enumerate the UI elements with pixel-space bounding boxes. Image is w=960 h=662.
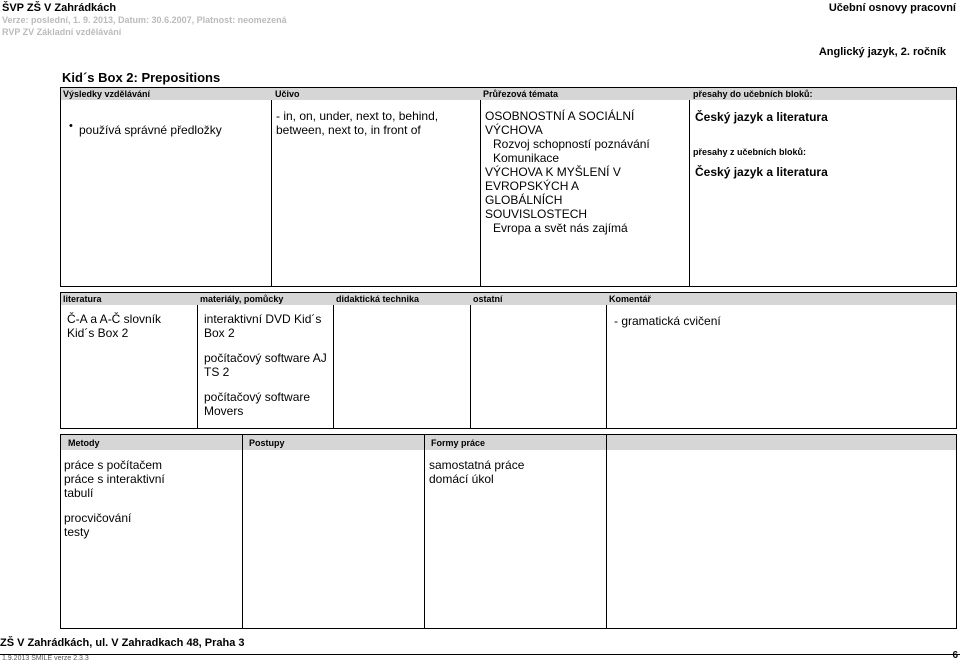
header-other: ostatní bbox=[473, 294, 503, 304]
material-line: Box 2 bbox=[204, 326, 235, 340]
header-literature: literatura bbox=[63, 294, 102, 304]
material-line: Movers bbox=[204, 404, 244, 418]
comment-text: - gramatická cvičení bbox=[614, 314, 721, 328]
header-overlaps-to: přesahy do učebních bloků: bbox=[693, 89, 813, 99]
literature-line: Kid´s Box 2 bbox=[67, 326, 129, 340]
method-line: práce s interaktivní bbox=[64, 472, 165, 486]
school-name: ŠVP ZŠ V Zahrádkách bbox=[2, 2, 117, 14]
table-outcomes bbox=[60, 87, 957, 287]
footer-version: 1.9.2013 SMILE verze 2.3.3 bbox=[2, 655, 89, 662]
method-line: tabulí bbox=[64, 486, 94, 500]
material-line: počítačový software AJ bbox=[204, 351, 327, 365]
rvp-line: RVP ZV Základní vzdělávání bbox=[2, 27, 122, 37]
table-methods bbox=[60, 434, 957, 629]
footer-address: ZŠ V Zahrádkách, ul. V Zahradkach 48, Praha 3 bbox=[0, 637, 245, 649]
header-comment: Komentář bbox=[609, 294, 652, 304]
method-line: testy bbox=[64, 525, 90, 539]
theme-line: SOUVISLOSTECH bbox=[485, 207, 588, 221]
header-themes: Průřezová témata bbox=[483, 89, 559, 99]
theme-line: Komunikace bbox=[493, 151, 560, 165]
unit-title: Kid´s Box 2: Prepositions bbox=[62, 70, 221, 85]
theme-line: VÝCHOVA K MYŠLENÍ V bbox=[485, 165, 621, 179]
theme-line: Rozvoj schopností poznávání bbox=[493, 137, 650, 151]
footer-divider bbox=[0, 654, 960, 655]
literature-line: Č-A a A-Č slovník bbox=[67, 312, 162, 326]
header-content: Učivo bbox=[275, 89, 300, 99]
theme-line: GLOBÁLNÍCH bbox=[485, 193, 563, 207]
theme-line: OSOBNOSTNÍ A SOCIÁLNÍ bbox=[485, 109, 635, 123]
form-line: samostatná práce bbox=[429, 458, 525, 472]
material-line: interaktivní DVD Kid´s bbox=[204, 312, 322, 326]
method-line: práce s počítačem bbox=[64, 458, 163, 472]
material-line: TS 2 bbox=[204, 365, 230, 379]
table-resources bbox=[60, 292, 957, 429]
header-outcomes: Výsledky vzdělávání bbox=[63, 89, 151, 99]
version-line: Verze: poslední, 1. 9. 2013, Datum: 30.6.2007, Platnost: neomezená bbox=[2, 15, 287, 25]
content-line: - in, on, under, next to, behind, bbox=[276, 109, 439, 123]
page-number: 6 bbox=[952, 650, 958, 661]
header-steps: Postupy bbox=[249, 438, 285, 448]
form-line: domácí úkol bbox=[429, 472, 494, 486]
header-methods: Metody bbox=[68, 438, 100, 448]
subject-title: Anglický jazyk, 2. ročník bbox=[818, 46, 946, 58]
header-forms: Formy práce bbox=[431, 438, 486, 448]
theme-line: EVROPSKÝCH A bbox=[485, 179, 580, 193]
header-materials: materiály, pomůcky bbox=[200, 294, 284, 304]
doc-type: Učební osnovy pracovní bbox=[828, 2, 956, 14]
outcome-text: používá správné předložky bbox=[79, 123, 222, 137]
header-technique: didaktická technika bbox=[336, 294, 420, 304]
theme-line: VÝCHOVA bbox=[485, 123, 543, 137]
content-line: between, next to, in front of bbox=[276, 123, 421, 137]
overlaps-from-label: přesahy z učebních bloků: bbox=[693, 147, 807, 157]
bullet: • bbox=[69, 120, 73, 132]
overlap-to-value: Český jazyk a literatura bbox=[695, 110, 828, 124]
method-line: procvičování bbox=[64, 511, 132, 525]
material-line: počítačový software bbox=[204, 390, 311, 404]
theme-line: Evropa a svět nás zajímá bbox=[493, 221, 628, 235]
overlap-from-value: Český jazyk a literatura bbox=[695, 165, 828, 179]
